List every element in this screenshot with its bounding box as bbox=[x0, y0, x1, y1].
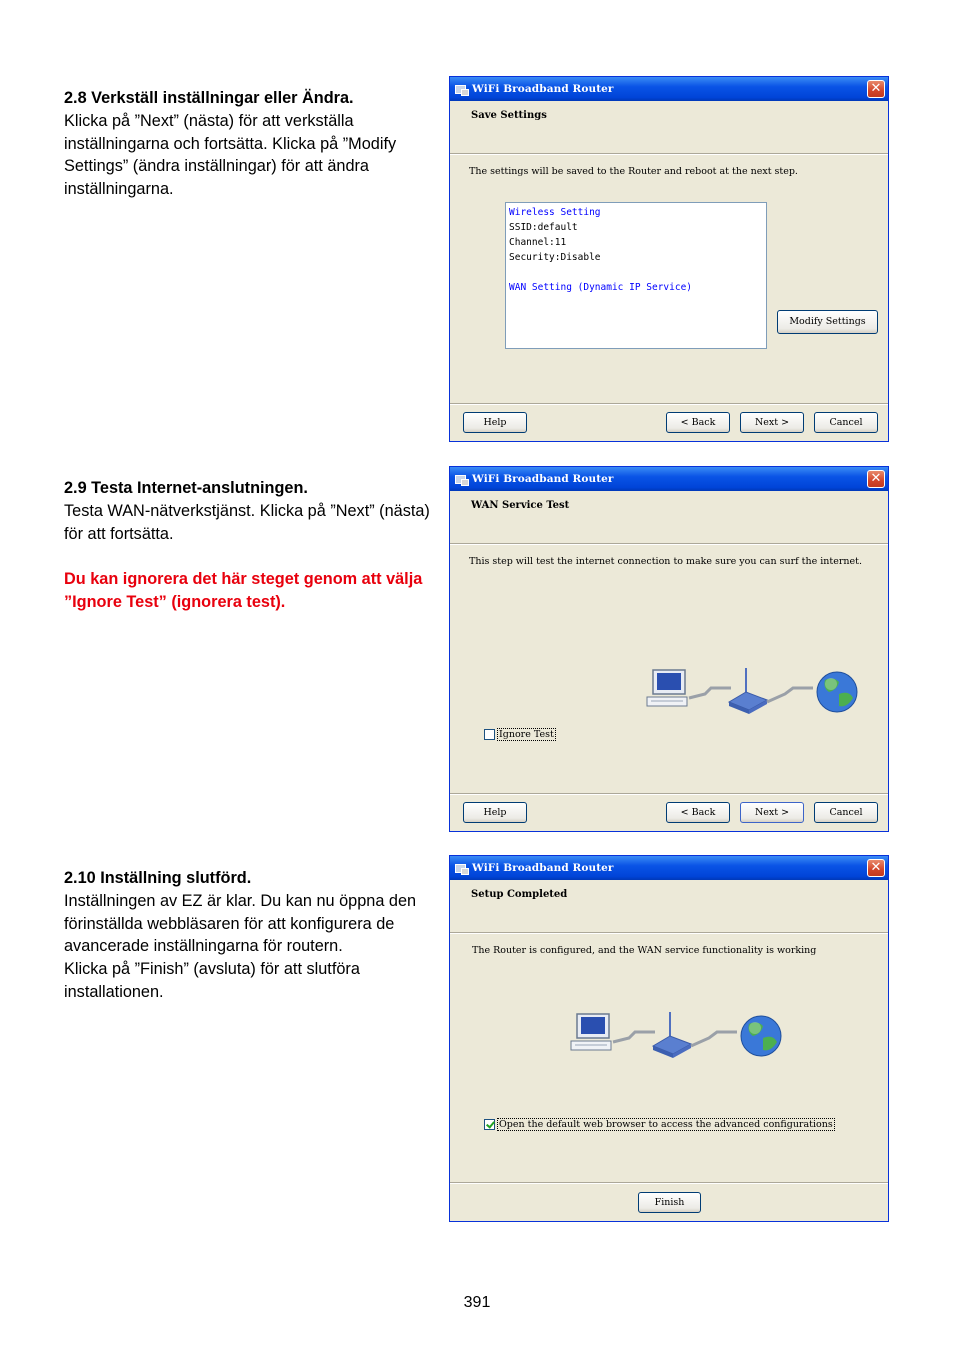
window-titlebar bbox=[450, 856, 888, 880]
computer-icon bbox=[647, 670, 687, 706]
section-body: Klicka på ”Next” (nästa) för att verkställa inställningarna och fortsätta. Klicka på ”Modify Settings” (ändra inställningar) för att ändra inställningarna. bbox=[64, 111, 397, 199]
window-titlebar bbox=[450, 77, 888, 101]
dialog-body bbox=[450, 544, 888, 832]
open-browser-checkbox-box[interactable] bbox=[484, 1119, 495, 1130]
section-heading: 2.9 Testa Internet-anslutningen. bbox=[64, 479, 308, 497]
help-button[interactable]: Help bbox=[463, 802, 527, 823]
dialog-header bbox=[450, 880, 888, 933]
back-button[interactable]: < Back bbox=[666, 802, 730, 823]
security-value: Security:Disable bbox=[509, 252, 601, 263]
window-titlebar bbox=[450, 467, 888, 491]
dialog-footer bbox=[450, 403, 888, 441]
window-title: WiFi Broadband Router bbox=[472, 473, 614, 485]
wan-service-test-dialog bbox=[449, 466, 889, 832]
open-browser-label[interactable]: Open the default web browser to access the advanced configurations bbox=[499, 1119, 833, 1130]
window-title: WiFi Broadband Router bbox=[472, 83, 614, 95]
network-illustration bbox=[643, 664, 861, 720]
app-icon bbox=[454, 473, 468, 485]
cancel-button[interactable]: Cancel bbox=[814, 802, 878, 823]
settings-summary-box bbox=[505, 202, 767, 349]
open-browser-checkbox[interactable] bbox=[484, 1118, 835, 1131]
dialog-header bbox=[450, 101, 888, 154]
network-illustration bbox=[567, 1008, 785, 1064]
back-button[interactable]: < Back bbox=[666, 412, 730, 433]
ignore-test-label[interactable]: Ignore Test bbox=[499, 729, 554, 740]
channel-value: Channel:11 bbox=[509, 237, 567, 248]
dialog-header-title: WAN Service Test bbox=[471, 500, 570, 511]
router-icon bbox=[653, 1012, 691, 1058]
page-number: 391 bbox=[463, 1294, 491, 1311]
dialog-header bbox=[450, 491, 888, 544]
dialog-footer bbox=[450, 793, 888, 831]
wan-setting-heading: WAN Setting (Dynamic IP Service) bbox=[509, 282, 693, 293]
section-heading: 2.10 Inställning slutförd. bbox=[64, 869, 252, 887]
dialog-description: The settings will be saved to the Router and reboot at the next step. bbox=[469, 166, 798, 177]
ignore-test-checkbox[interactable] bbox=[484, 728, 556, 741]
wireless-setting-heading: Wireless Setting bbox=[509, 207, 601, 218]
next-button[interactable]: Next > bbox=[740, 802, 804, 823]
globe-icon bbox=[741, 1016, 781, 1056]
close-icon[interactable]: ✕ bbox=[867, 470, 885, 488]
dialog-description: This step will test the internet connection to make sure you can surf the internet. bbox=[469, 556, 862, 567]
globe-icon bbox=[817, 672, 857, 712]
section-2-8 bbox=[64, 87, 439, 201]
section-2-10 bbox=[64, 867, 439, 1004]
ssid-value: SSID:default bbox=[509, 222, 578, 233]
router-icon bbox=[729, 668, 767, 714]
close-icon[interactable]: ✕ bbox=[867, 80, 885, 98]
section-body: Testa WAN-nätverkstjänst. Klicka på ”Next” (nästa) för att fortsätta. bbox=[64, 501, 430, 543]
close-icon[interactable]: ✕ bbox=[867, 859, 885, 877]
cancel-button[interactable]: Cancel bbox=[814, 412, 878, 433]
setup-completed-dialog bbox=[449, 855, 889, 1222]
finish-button[interactable]: Finish bbox=[638, 1192, 701, 1213]
app-icon bbox=[454, 862, 468, 874]
section-body: Inställningen av EZ är klar. Du kan nu öppna den förinställda webbläsaren för att konfigurera de avancerade inställningarna för routern. bbox=[64, 891, 417, 956]
section-note: Du kan ignorera det här steget genom att välja ”Ignore Test” (ignorera test). bbox=[64, 570, 423, 611]
next-button[interactable]: Next > bbox=[740, 412, 804, 433]
dialog-body bbox=[450, 154, 888, 442]
dialog-header-title: Setup Completed bbox=[471, 889, 568, 900]
section-heading: 2.8 Verkställ inställningar eller Ändra. bbox=[64, 89, 354, 107]
save-settings-dialog bbox=[449, 76, 889, 442]
section-body-2: Klicka på ”Finish” (avsluta) för att slutföra installationen. bbox=[64, 960, 360, 1001]
dialog-body bbox=[450, 933, 888, 1221]
modify-settings-button[interactable]: Modify Settings bbox=[777, 310, 878, 334]
ignore-test-checkbox-box[interactable] bbox=[484, 729, 495, 740]
window-title: WiFi Broadband Router bbox=[472, 862, 614, 874]
dialog-header-title: Save Settings bbox=[471, 110, 547, 121]
help-button[interactable]: Help bbox=[463, 412, 527, 433]
app-icon bbox=[454, 83, 468, 95]
dialog-footer bbox=[450, 1182, 888, 1221]
dialog-description: The Router is configured, and the WAN service functionality is working bbox=[472, 945, 817, 956]
section-2-9 bbox=[64, 477, 439, 614]
computer-icon bbox=[571, 1014, 611, 1050]
